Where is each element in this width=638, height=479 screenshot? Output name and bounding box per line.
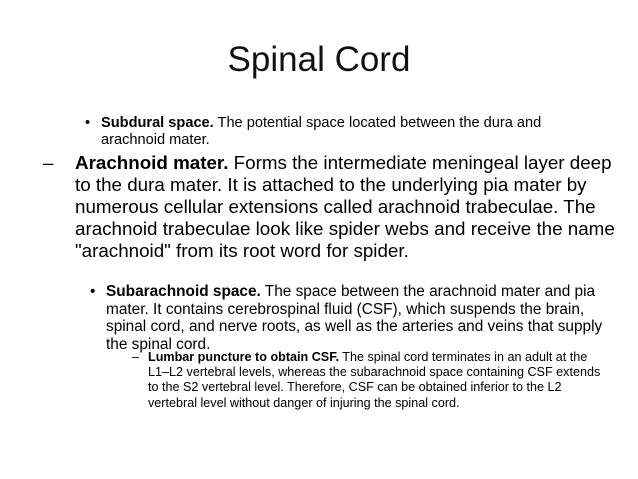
bullet-marker: • — [85, 115, 91, 131]
dash-marker: – — [43, 152, 54, 173]
term-subarachnoid-space: Subarachnoid space. — [106, 283, 261, 300]
bullet-lumbar-puncture — [132, 350, 608, 411]
bullet-marker: • — [90, 283, 96, 300]
term-arachnoid-mater: Arachnoid mater. — [75, 152, 229, 173]
bullet-arachnoid-mater — [43, 152, 615, 262]
desc-subarachnoid-space: The space between the arachnoid mater and pia mater. It contains cerebrospinal fluid (CSF), which suspends the brain, spinal cord, and nerve roots, as well as the arteries and veins that supply the spinal cord. — [106, 283, 603, 353]
bullet-subdural-space — [85, 115, 606, 149]
slide-title: Spinal Cord — [227, 40, 411, 79]
term-subdural-space: Subdural space. — [101, 115, 214, 131]
bullet-subarachnoid-space — [90, 283, 606, 353]
desc-subdural-space: The potential space located between the dura and arachnoid mater. — [101, 115, 542, 148]
term-lumbar-puncture: Lumbar puncture to obtain CSF. — [148, 350, 340, 364]
desc-arachnoid-mater: Forms the intermediate meningeal layer deep to the dura mater. It is attached to the underlying pia mater by numerous cellular extensions called arachnoid trabeculae. The arachnoid trabeculae look like spider webs and receive the name "arachnoid" from its root word for spider. — [75, 152, 615, 261]
desc-lumbar-puncture: The spinal cord terminates in an adult at the L1–L2 vertebral levels, whereas the subarachnoid space containing CSF extends to the S2 vertebral level. Therefore, CSF can be obtained inferior to the L2 vertebral level without danger of injuring the spinal cord. — [148, 350, 601, 410]
dash-marker: – — [132, 350, 140, 364]
